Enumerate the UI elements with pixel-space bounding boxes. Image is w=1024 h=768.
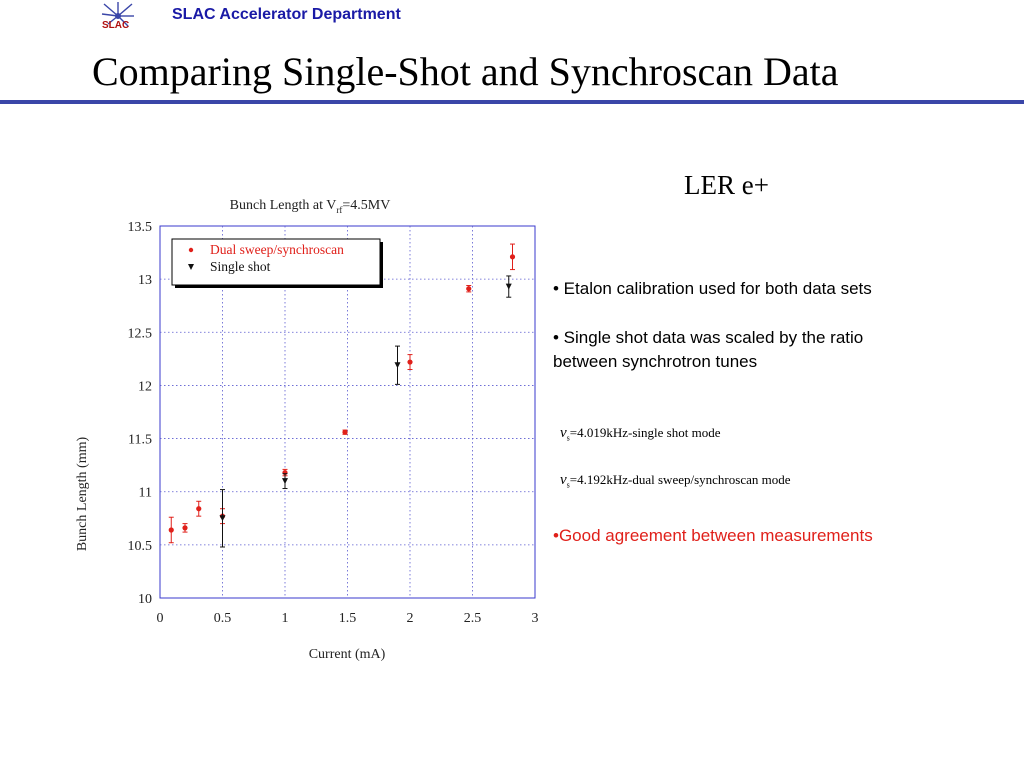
synchroscan-point (196, 506, 201, 511)
bullet-etalon: • Etalon calibration used for both data sets (553, 279, 872, 298)
synchroscan-point (182, 525, 187, 530)
chart-title-sub: rf (336, 205, 343, 215)
y-tick-label: 11 (138, 485, 152, 501)
legend (172, 239, 383, 288)
single-shot-point (506, 284, 512, 290)
nu-subscript: s (566, 480, 570, 490)
x-tick-label: 2.5 (463, 611, 482, 626)
synchroscan-point (342, 430, 347, 435)
synchroscan-point (407, 359, 412, 364)
slide-subtitle: LER e+ (684, 170, 769, 200)
y-tick-label: 11.5 (128, 432, 152, 448)
bullet-scaled-cont: between synchrotron tunes (553, 352, 758, 371)
single-shot-point (395, 362, 401, 368)
chart-title (230, 198, 391, 215)
bunch-length-chart (60, 185, 550, 670)
logo-text: SLAC (102, 20, 130, 31)
y-axis-label: Bunch Length (mm) (75, 436, 90, 552)
synchroscan-point (466, 286, 471, 291)
note-dual-sweep (560, 472, 791, 490)
x-tick-label: 3 (531, 611, 539, 626)
legend-label: Dual sweep/synchroscan (210, 242, 344, 257)
legend-marker-synchroscan (189, 248, 193, 252)
legend-label: Single shot (210, 259, 271, 274)
y-tick-label: 13.5 (127, 220, 152, 235)
chart-title-main: Bunch Length at V (229, 198, 337, 213)
x-tick-label: 2 (406, 611, 414, 626)
y-tick-label: 12 (138, 379, 152, 395)
single-shot-point (282, 478, 288, 484)
synchroscan-point (510, 254, 515, 259)
bullet-agreement: •Good agreement between measurements (553, 526, 873, 545)
data-points (169, 244, 515, 547)
y-tick-label: 10.5 (127, 538, 152, 554)
y-tick-label: 12.5 (127, 326, 152, 342)
bullet-scaled: • Single shot data was scaled by the ratio (553, 328, 864, 347)
nu-symbol: ν (560, 472, 567, 488)
x-tick-label: 0 (156, 611, 164, 626)
organization-name: SLAC Accelerator Department (172, 6, 401, 23)
note-text: =4.192kHz-dual sweep/synchroscan mode (569, 472, 791, 487)
single-shot-point (220, 515, 226, 521)
x-axis-label: Current (mA) (308, 647, 386, 662)
nu-subscript: s (566, 433, 570, 443)
x-tick-label: 1.5 (338, 611, 357, 626)
title-divider (0, 100, 1024, 104)
nu-symbol: ν (560, 425, 567, 441)
note-text: =4.019kHz-single shot mode (569, 425, 721, 440)
y-tick-label: 10 (138, 592, 152, 607)
chart-title-tail: =4.5MV (342, 198, 391, 213)
x-tick-label: 1 (281, 611, 289, 626)
slide-title: Comparing Single-Shot and Synchroscan Data (92, 49, 839, 94)
synchroscan-point (169, 527, 174, 532)
y-tick-label: 13 (138, 273, 152, 289)
x-tick-label: 0.5 (213, 611, 232, 626)
note-single-shot (560, 425, 720, 443)
